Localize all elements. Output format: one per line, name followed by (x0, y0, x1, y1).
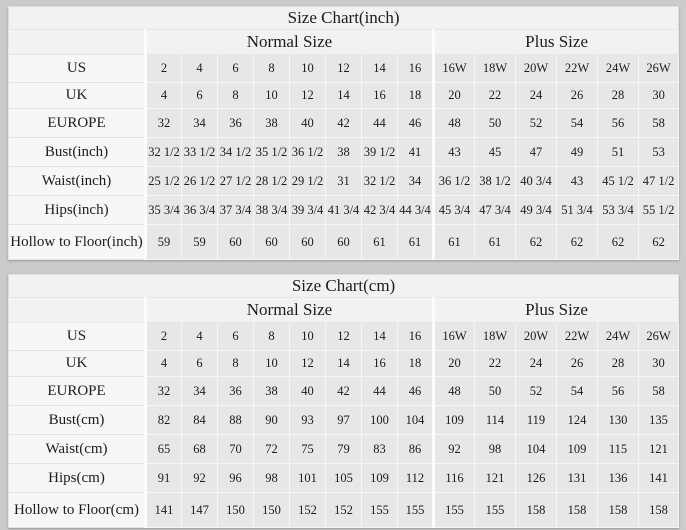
size-value: 50 (475, 109, 516, 138)
size-value: 6 (218, 323, 254, 351)
table-row (9, 196, 679, 225)
size-value: 60 (218, 225, 254, 260)
size-value: 98 (254, 464, 290, 493)
size-value: 14 (326, 351, 362, 377)
size-value: 36 1/2 (434, 167, 475, 196)
size-value: 43 (434, 138, 475, 167)
size-value: 155 (475, 493, 516, 528)
size-value: 26 (557, 83, 598, 109)
size-value: 53 (639, 138, 679, 167)
size-value: 38 1/2 (475, 167, 516, 196)
size-value: 22W (557, 55, 598, 83)
size-value: 158 (639, 493, 679, 528)
table-row (9, 83, 679, 109)
size-value: 126 (516, 464, 557, 493)
size-value: 41 (398, 138, 434, 167)
size-chart-table-cm (8, 274, 679, 528)
size-value: 62 (516, 225, 557, 260)
size-value: 10 (254, 83, 290, 109)
size-value: 130 (598, 406, 639, 435)
size-value: 91 (146, 464, 182, 493)
size-value: 49 3/4 (516, 196, 557, 225)
size-value: 24 (516, 351, 557, 377)
size-value: 16 (398, 323, 434, 351)
size-value: 59 (146, 225, 182, 260)
size-value: 20W (516, 55, 557, 83)
size-value: 124 (557, 406, 598, 435)
size-value: 61 (362, 225, 398, 260)
size-value: 47 3/4 (475, 196, 516, 225)
row-label: US (9, 55, 146, 83)
size-value: 155 (434, 493, 475, 528)
size-value: 37 3/4 (218, 196, 254, 225)
size-value: 59 (182, 225, 218, 260)
size-value: 31 (326, 167, 362, 196)
table-row (9, 55, 679, 83)
size-value: 10 (254, 351, 290, 377)
size-value: 96 (218, 464, 254, 493)
size-value: 38 (254, 109, 290, 138)
size-value: 8 (218, 351, 254, 377)
size-value: 32 1/2 (146, 138, 182, 167)
size-value: 8 (254, 323, 290, 351)
size-value: 92 (182, 464, 218, 493)
size-value: 18W (475, 323, 516, 351)
size-value: 141 (146, 493, 182, 528)
size-value: 33 1/2 (182, 138, 218, 167)
size-value: 22 (475, 83, 516, 109)
size-value: 115 (598, 435, 639, 464)
size-value: 60 (290, 225, 326, 260)
size-value: 24W (598, 55, 639, 83)
size-value: 47 1/2 (639, 167, 679, 196)
size-value: 60 (326, 225, 362, 260)
size-value: 121 (475, 464, 516, 493)
table-row (9, 377, 679, 406)
size-value: 58 (639, 377, 679, 406)
size-chart-table-inch (8, 6, 679, 260)
size-value: 34 (182, 109, 218, 138)
normal-size-header: Normal Size (146, 298, 434, 323)
size-value: 150 (254, 493, 290, 528)
row-label: EUROPE (9, 109, 146, 138)
size-value: 36 (218, 109, 254, 138)
size-value: 60 (254, 225, 290, 260)
size-value: 72 (254, 435, 290, 464)
plus-size-header: Plus Size (434, 30, 679, 55)
size-value: 55 1/2 (639, 196, 679, 225)
size-value: 18W (475, 55, 516, 83)
row-label: EUROPE (9, 377, 146, 406)
size-value: 53 3/4 (598, 196, 639, 225)
size-value: 12 (326, 55, 362, 83)
corner-cell (9, 298, 146, 323)
size-value: 12 (326, 323, 362, 351)
size-value: 10 (290, 323, 326, 351)
size-value: 32 1/2 (362, 167, 398, 196)
size-value: 24W (598, 323, 639, 351)
table-row (9, 464, 679, 493)
size-value: 4 (182, 55, 218, 83)
size-value: 105 (326, 464, 362, 493)
size-value: 24 (516, 83, 557, 109)
table-row (9, 138, 679, 167)
size-value: 14 (326, 83, 362, 109)
row-label: Bust(cm) (9, 406, 146, 435)
size-value: 42 (326, 109, 362, 138)
size-value: 2 (146, 55, 182, 83)
table-row (9, 167, 679, 196)
size-value: 14 (362, 323, 398, 351)
size-value: 20W (516, 323, 557, 351)
row-label: Hips(cm) (9, 464, 146, 493)
size-value: 52 (516, 109, 557, 138)
size-value: 46 (398, 109, 434, 138)
size-value: 38 3/4 (254, 196, 290, 225)
size-value: 48 (434, 109, 475, 138)
size-value: 40 (290, 109, 326, 138)
size-value: 30 (639, 351, 679, 377)
size-value: 41 3/4 (326, 196, 362, 225)
size-value: 42 3/4 (362, 196, 398, 225)
size-value: 48 (434, 377, 475, 406)
size-value: 152 (290, 493, 326, 528)
table-row (9, 323, 679, 351)
size-value: 22 (475, 351, 516, 377)
table-row (9, 351, 679, 377)
size-value: 28 1/2 (254, 167, 290, 196)
size-value: 4 (182, 323, 218, 351)
size-value: 16 (362, 83, 398, 109)
size-value: 2 (146, 323, 182, 351)
size-value: 18 (398, 83, 434, 109)
table-row (9, 435, 679, 464)
size-value: 45 (475, 138, 516, 167)
table-row (9, 493, 679, 528)
size-value: 68 (182, 435, 218, 464)
size-value: 6 (182, 83, 218, 109)
size-value: 56 (598, 377, 639, 406)
size-value: 45 1/2 (598, 167, 639, 196)
size-value: 75 (290, 435, 326, 464)
size-value: 34 1/2 (218, 138, 254, 167)
size-value: 158 (516, 493, 557, 528)
size-value: 8 (218, 83, 254, 109)
size-value: 104 (398, 406, 434, 435)
size-value: 12 (290, 351, 326, 377)
row-label: Hollow to Floor(inch) (9, 225, 146, 260)
size-value: 16W (434, 55, 475, 83)
size-value: 38 (326, 138, 362, 167)
size-value: 83 (362, 435, 398, 464)
size-value: 45 3/4 (434, 196, 475, 225)
size-value: 29 1/2 (290, 167, 326, 196)
size-value: 131 (557, 464, 598, 493)
size-value: 155 (398, 493, 434, 528)
size-value: 32 (146, 377, 182, 406)
size-value: 16 (362, 351, 398, 377)
size-value: 6 (182, 351, 218, 377)
size-value: 34 (182, 377, 218, 406)
size-value: 121 (639, 435, 679, 464)
size-value: 150 (218, 493, 254, 528)
size-value: 51 3/4 (557, 196, 598, 225)
size-value: 114 (475, 406, 516, 435)
size-value: 65 (146, 435, 182, 464)
size-value: 100 (362, 406, 398, 435)
size-value: 70 (218, 435, 254, 464)
size-value: 158 (557, 493, 598, 528)
size-value: 44 (362, 377, 398, 406)
size-value: 152 (326, 493, 362, 528)
size-value: 30 (639, 83, 679, 109)
size-value: 62 (598, 225, 639, 260)
size-value: 10 (290, 55, 326, 83)
size-value: 88 (218, 406, 254, 435)
size-value: 109 (557, 435, 598, 464)
size-value: 158 (598, 493, 639, 528)
size-value: 43 (557, 167, 598, 196)
size-value: 155 (362, 493, 398, 528)
size-value: 50 (475, 377, 516, 406)
size-value: 136 (598, 464, 639, 493)
size-value: 93 (290, 406, 326, 435)
table-row (9, 109, 679, 138)
size-value: 18 (398, 351, 434, 377)
size-value: 58 (639, 109, 679, 138)
size-value: 8 (254, 55, 290, 83)
size-value: 28 (598, 351, 639, 377)
size-value: 35 1/2 (254, 138, 290, 167)
size-value: 34 (398, 167, 434, 196)
size-value: 40 3/4 (516, 167, 557, 196)
size-value: 40 (290, 377, 326, 406)
normal-size-header: Normal Size (146, 30, 434, 55)
table-title: Size Chart(inch) (9, 7, 679, 30)
size-value: 44 3/4 (398, 196, 434, 225)
size-value: 44 (362, 109, 398, 138)
row-label: Bust(inch) (9, 138, 146, 167)
size-value: 36 1/2 (290, 138, 326, 167)
size-value: 36 (218, 377, 254, 406)
size-value: 26W (639, 323, 679, 351)
table-row (9, 406, 679, 435)
size-value: 42 (326, 377, 362, 406)
size-value: 38 (254, 377, 290, 406)
size-value: 109 (434, 406, 475, 435)
size-value: 62 (557, 225, 598, 260)
size-value: 56 (598, 109, 639, 138)
size-value: 12 (290, 83, 326, 109)
size-value: 86 (398, 435, 434, 464)
row-label: Hollow to Floor(cm) (9, 493, 146, 528)
size-value: 20 (434, 351, 475, 377)
size-value: 135 (639, 406, 679, 435)
size-value: 36 3/4 (182, 196, 218, 225)
row-label: Waist(inch) (9, 167, 146, 196)
size-value: 61 (475, 225, 516, 260)
size-value: 109 (362, 464, 398, 493)
table-title: Size Chart(cm) (9, 275, 679, 298)
size-value: 54 (557, 109, 598, 138)
size-value: 147 (182, 493, 218, 528)
size-value: 26 1/2 (182, 167, 218, 196)
size-value: 39 1/2 (362, 138, 398, 167)
size-value: 39 3/4 (290, 196, 326, 225)
size-value: 20 (434, 83, 475, 109)
size-value: 98 (475, 435, 516, 464)
size-value: 47 (516, 138, 557, 167)
size-value: 28 (598, 83, 639, 109)
size-value: 90 (254, 406, 290, 435)
row-label: US (9, 323, 146, 351)
size-value: 4 (146, 83, 182, 109)
size-value: 16W (434, 323, 475, 351)
size-value: 112 (398, 464, 434, 493)
size-value: 22W (557, 323, 598, 351)
size-value: 26 (557, 351, 598, 377)
size-value: 6 (218, 55, 254, 83)
size-value: 32 (146, 109, 182, 138)
size-value: 84 (182, 406, 218, 435)
table-row (9, 225, 679, 260)
size-value: 54 (557, 377, 598, 406)
size-value: 82 (146, 406, 182, 435)
size-value: 141 (639, 464, 679, 493)
size-value: 92 (434, 435, 475, 464)
size-value: 26W (639, 55, 679, 83)
size-value: 119 (516, 406, 557, 435)
row-label: UK (9, 351, 146, 377)
size-value: 97 (326, 406, 362, 435)
size-value: 14 (362, 55, 398, 83)
size-value: 46 (398, 377, 434, 406)
row-label: UK (9, 83, 146, 109)
size-value: 116 (434, 464, 475, 493)
row-label: Hips(inch) (9, 196, 146, 225)
size-value: 51 (598, 138, 639, 167)
size-value: 62 (639, 225, 679, 260)
size-value: 79 (326, 435, 362, 464)
size-value: 27 1/2 (218, 167, 254, 196)
size-value: 4 (146, 351, 182, 377)
size-value: 61 (434, 225, 475, 260)
plus-size-header: Plus Size (434, 298, 679, 323)
size-value: 104 (516, 435, 557, 464)
corner-cell (9, 30, 146, 55)
size-value: 49 (557, 138, 598, 167)
size-value: 16 (398, 55, 434, 83)
size-value: 35 3/4 (146, 196, 182, 225)
size-value: 101 (290, 464, 326, 493)
row-label: Waist(cm) (9, 435, 146, 464)
size-value: 25 1/2 (146, 167, 182, 196)
size-value: 52 (516, 377, 557, 406)
size-value: 61 (398, 225, 434, 260)
